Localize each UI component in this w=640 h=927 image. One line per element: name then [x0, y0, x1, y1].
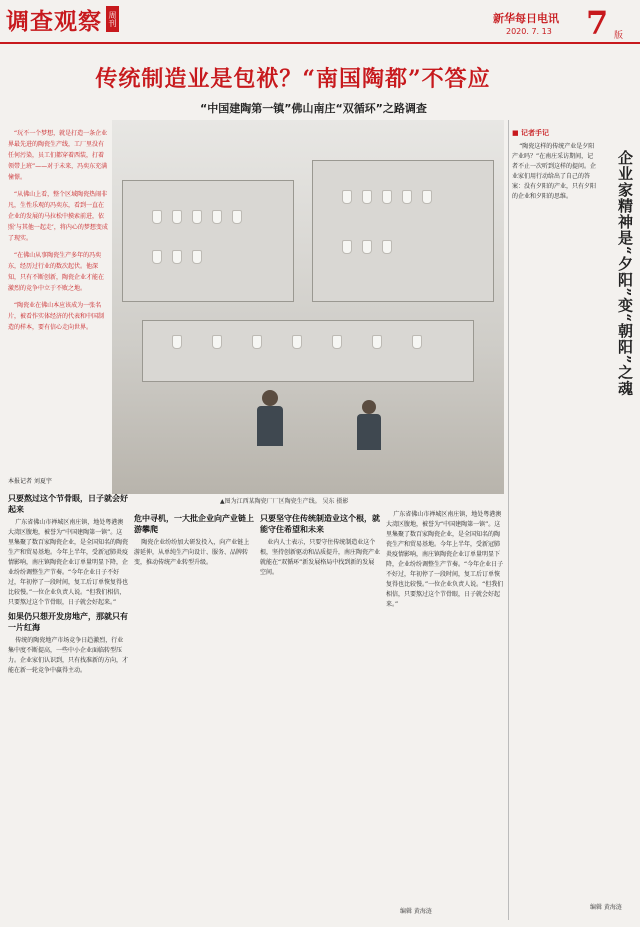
- section-heading: 只要坚守住传统制造业这个根，就能守住希望和未来: [260, 513, 380, 534]
- brand-title: 调查观察: [6, 7, 102, 35]
- side-title: 企业家精神是“夕阳”变“朝阳”之魂: [616, 150, 634, 397]
- brand-tag: 周刊: [106, 6, 119, 32]
- section-heading: 只要熬过这个节骨眼，日子就会好起来: [8, 493, 128, 514]
- side-column-divider: [508, 120, 509, 920]
- body-column-2: [134, 510, 254, 910]
- section-heading: 危中寻机，一大批企业向产业链上游攀爬: [134, 513, 254, 534]
- paper-date: 2020. 7. 13: [506, 27, 552, 36]
- section-body: 广东省佛山市禅城区南庄镇，地处粤港澳大湾区腹地，被誉为“中国建陶第一镇”。这里集聚了数百家陶瓷企业，是全国知名的陶瓷生产和贸易基地。今年上半年，受新冠肺炎疫情影响，南庄镇陶瓷企业订单量明显下降，企业纷纷调整生产节奏。“今年企业日子不好过，年初停了一段时间，复工后订单恢复得也比较慢。”一位企业负责人说。“但我们相信，只要熬过这个节骨眼，日子就会好起来。”: [8, 519, 128, 606]
- subheadline: “中国建陶第一镇”佛山南庄“双循环”之路调查: [200, 102, 427, 115]
- masthead-divider: [0, 42, 640, 44]
- section-body: 广东省佛山市禅城区南庄镇，地处粤港澳大湾区腹地，被誉为“中国建陶第一镇”。这里集聚了数百家陶瓷企业，是全国知名的陶瓷生产和贸易基地。今年上半年，受新冠肺炎疫情影响，南庄镇陶瓷企业订单量明显下降，企业纷纷调整生产节奏。“今年企业日子不好过，年初停了一段时间，复工后订单恢复得也比较慢。”一位企业负责人说。“但我们相信，只要熬过这个节骨眼，日子就会好起来。”: [386, 511, 504, 608]
- lead-paragraph: “在佛山从事陶瓷生产多年的冯奕东，经历过行业的数次起伏。他深知，只有不断创新，陶瓷企业才能在激烈的竞争中立于不败之地。: [8, 252, 105, 292]
- side-column-body: [512, 142, 598, 892]
- section-body: 业内人士表示，只要守住传统制造业这个根，坚持创新驱动和品质提升，南庄陶瓷产业就能在“双循环”新发展格局中找到新的发展空间。: [260, 539, 380, 576]
- side-editor-signature: 编辑 黄海涟: [590, 904, 622, 911]
- section-body: 陶瓷企业纷纷加大研发投入，向产业链上游延伸，从单纯生产向设计、服务、品牌转变，推动传统产业转型升级。: [134, 539, 250, 566]
- page-number: 7: [586, 4, 609, 42]
- brand-logo: [6, 5, 119, 33]
- editor-signature: 编辑 黄海涟: [400, 908, 432, 915]
- factory-photo: [112, 120, 504, 494]
- body-column-4: [386, 510, 504, 900]
- headline: 传统制造业是包袱？“南国陶都”不答应: [95, 66, 491, 92]
- body-column-1: [8, 490, 128, 910]
- lead-paragraph: “玩不一个梦想，就是打造一条企业界最先进的陶瓷生产线，工厂里没有任何污染，员工们都穿着西装，打着领带上班”——对于未来，冯奕东充满憧憬。: [8, 130, 108, 181]
- side-body: “陶瓷这样的传统产业是夕阳产业吗？”在南庄采访期间，记者不止一次听到这样的提问。企业家们用行动给出了自己的答案：没有夕阳的产业，只有夕阳的企业和夕阳的思维。: [512, 143, 597, 200]
- masthead: [0, 0, 640, 42]
- lead-block: [8, 128, 108, 339]
- section-heading: 如果仍只想开发房地产，那就只有一片红海: [8, 611, 128, 632]
- side-label: ■ 记者手记: [512, 129, 550, 137]
- lead-paragraph: “从佛山上看，整个区域陶瓷热闹非凡，生性乐观的冯奕东，看到一直在企业的发展的马拉松中摸索前进，依照‘与其他一起走’，将内心的梦想变成了现实。: [8, 191, 108, 242]
- byline: 本报记者 刘夏宇: [8, 478, 52, 485]
- photo-caption: ▲图为江西某陶瓷厂厂区陶瓷生产线。 吴东 摄影: [220, 498, 349, 505]
- lead-paragraph: “陶瓷业在佛山本应该成为一张名片，被看作实体经济的代表和中国制造的样本，要有信心走向世界。: [8, 302, 105, 331]
- paper-name: 新华每日电讯: [493, 12, 559, 25]
- body-column-3: [260, 510, 380, 910]
- section-body: 传统的陶瓷地产市场竞争日趋激烈，行业集中度不断提高，一些中小企业面临转型压力。企业家们认识到，只有找准新的方向，才能在新一轮竞争中赢得主动。: [8, 637, 128, 674]
- page-label: 版: [614, 31, 624, 41]
